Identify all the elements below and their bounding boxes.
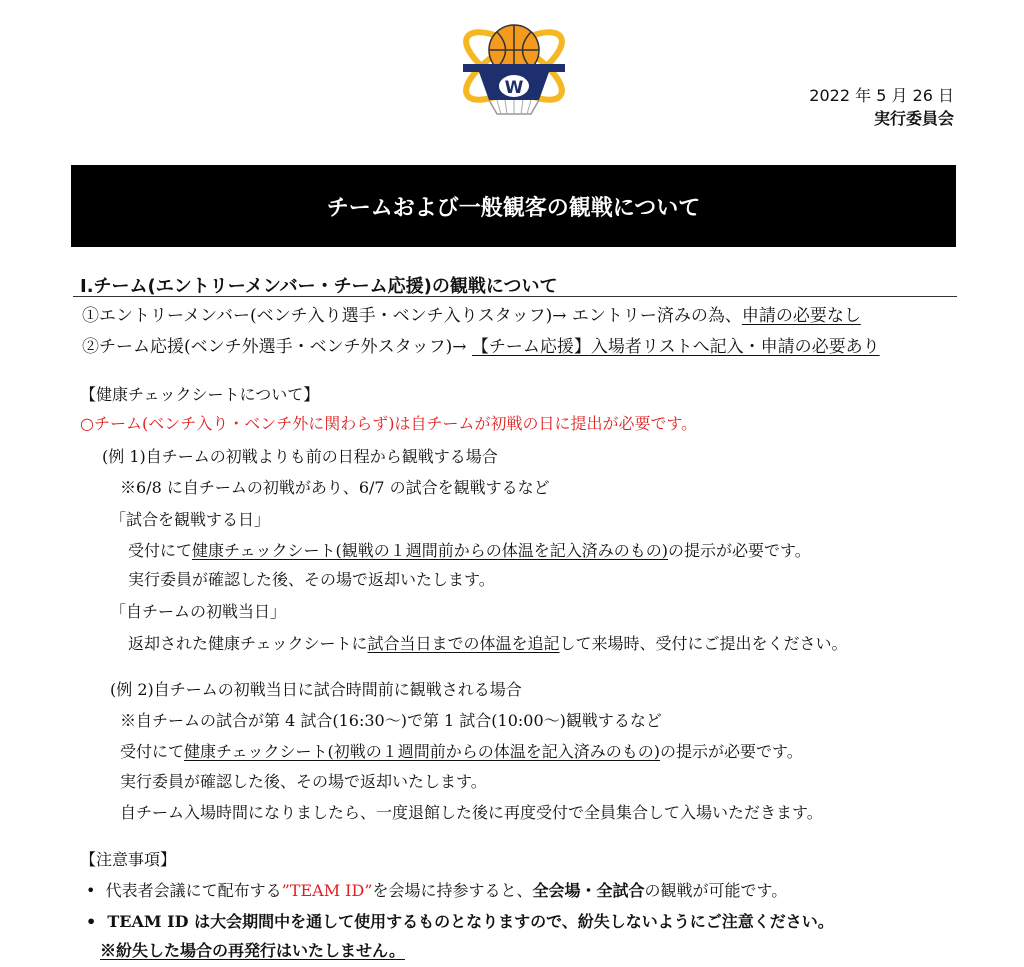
logo-letter: W (504, 78, 524, 98)
health-sheet-emphasis: 健康チェックシート(観戦の１週間前からの体温を記入済みのもの) (192, 541, 669, 560)
bullet-dot: • (86, 881, 106, 900)
example2-title: (例 2)自チームの初戦当日に試合時間前に観戦される場合 (110, 680, 522, 699)
title-banner (71, 165, 956, 247)
health-sheet-emphasis-2: 健康チェックシート(初戦の１週間前からの体温を記入済みのもの) (184, 742, 661, 761)
item2-text: ②チーム応援(ベンチ外選手・ベンチ外スタッフ)→ (82, 337, 472, 357)
team-id-highlight: ”TEAM ID” (281, 881, 373, 900)
notes-bullet-1: • 代表者会議にて配布する”TEAM ID”を会場に持参すると、全会場・全試合の観戦が可能です。 (86, 881, 788, 900)
example1-day1-label: 「試合を観戦する日」 (110, 510, 271, 529)
item1-text: ①エントリーメンバー(ベンチ入り選手・ベンチ入りスタッフ)→ エントリー済みの為、 (82, 306, 742, 326)
issuer: 実行委員会 (873, 109, 954, 128)
item1-emphasis: 申請の必要なし (741, 306, 861, 326)
example1-note: ※6/8 に自チームの初戦があり、6/7 の試合を観戦するなど (120, 478, 550, 497)
health-notice: ○チーム(ベンチ入り・ベンチ外に関わらず)は自チームが初戦の日に提出が必要です。 (80, 414, 698, 433)
section1-item1 (82, 304, 861, 328)
example1-day2-label: 「自チームの初戦当日」 (110, 602, 287, 621)
example2-line1: 受付にて健康チェックシート(初戦の１週間前からの体温を記入済みのもの)の提示が必要です。 (120, 742, 803, 761)
issue-date: 2022 年 5 月 26 日 (809, 86, 954, 105)
example2-note: ※自チームの試合が第 4 試合(16:30～)で第 1 試合(10:00～)観戦するなど (120, 711, 662, 730)
notes-heading: 【注意事項】 (80, 850, 177, 869)
banner-title: チームおよび一般観客の観戦について (326, 195, 701, 221)
section1-divider (73, 296, 957, 297)
notes-bullet-2-note: ※紛失した場合の再発行はいたしません。 (100, 941, 405, 960)
notes-bullet-2: • TEAM ID は大会期間中を通して使用するものとなりますので、紛失しないようにご注意ください。 (86, 912, 834, 931)
section1-title: Ⅰ.チーム(エントリーメンバー・チーム応援)の観戦について (80, 276, 558, 297)
item2-emphasis: 【チーム応援】入場者リストへ記入・申請の必要あり (471, 337, 880, 357)
example1-title: (例 1)自チームの初戦よりも前の日程から観戦する場合 (102, 447, 498, 466)
example2-line3: 自チーム入場時間になりましたら、一度退館した後に再度受付で全員集合して入場いただきます。 (120, 803, 823, 822)
event-logo (455, 14, 573, 118)
example1-day2-line: 返却された健康チェックシートに試合当日までの体温を追記して来場時、受付にご提出をください。 (128, 634, 848, 653)
bullet-dot: • (86, 912, 108, 931)
example1-day1-line1: 受付にて健康チェックシート(観戦の１週間前からの体温を記入済みのもの)の提示が必要です。 (128, 541, 811, 560)
section1-item2 (82, 335, 880, 359)
temperature-emphasis: 試合当日までの体温を追記 (367, 634, 560, 653)
example2-line2: 実行委員が確認した後、その場で返却いたします。 (120, 772, 487, 791)
all-venues-emphasis: 全会場・全試合 (532, 881, 645, 900)
health-heading: 【健康チェックシートについて】 (80, 385, 320, 404)
header-info (809, 84, 954, 130)
example1-day1-line2: 実行委員が確認した後、その場で返却いたします。 (128, 570, 495, 589)
